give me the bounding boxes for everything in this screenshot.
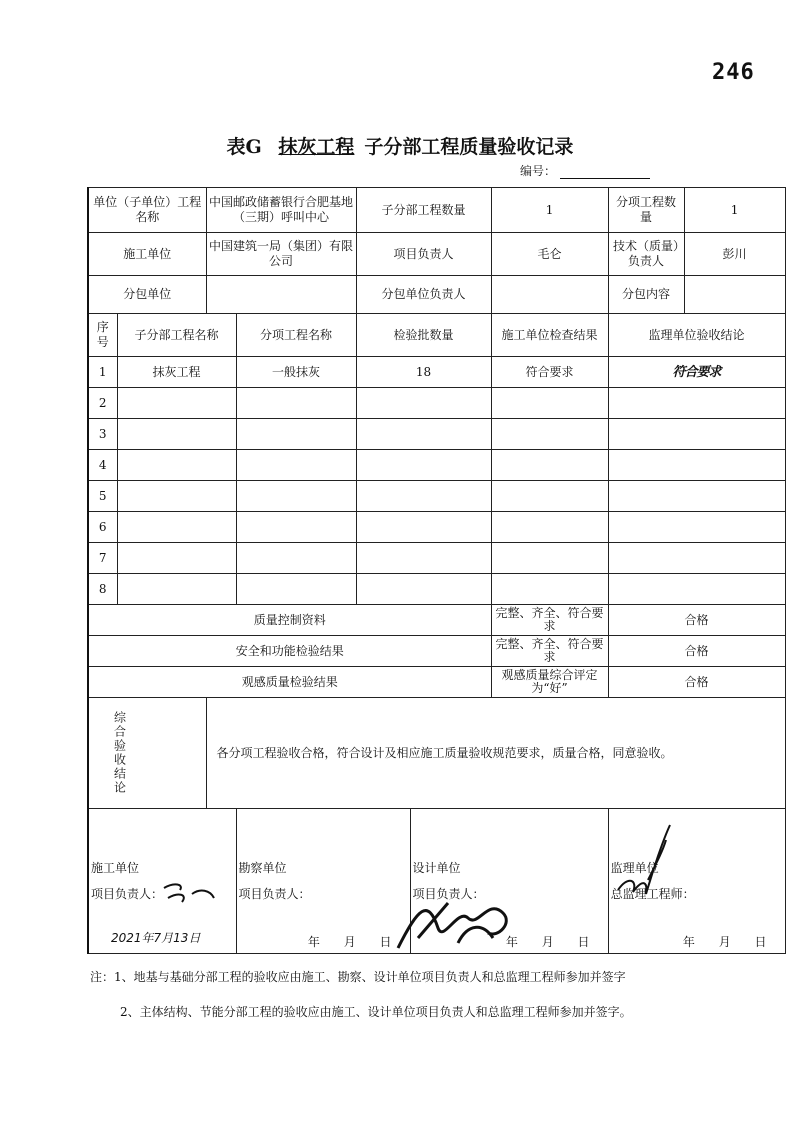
row-item xyxy=(236,419,356,450)
row-supervisor-conclusion xyxy=(608,481,785,512)
row-item xyxy=(236,574,356,605)
col-header-batch-qty: 检验批数量 xyxy=(356,314,491,357)
col-header-no: 序号 xyxy=(88,314,117,357)
row-constructor-result xyxy=(491,543,608,574)
row-constructor-result xyxy=(491,450,608,481)
row-batch-qty xyxy=(356,574,491,605)
row-batch-qty xyxy=(356,419,491,450)
summary-label: 质量控制资料 xyxy=(88,605,491,636)
row-constructor-result: 符合要求 xyxy=(491,357,608,388)
row-no: 2 xyxy=(88,388,117,419)
row-subdivision xyxy=(117,388,236,419)
subcontractor-label: 分包单位 xyxy=(88,276,206,314)
col-header-subdivision: 子分部工程名称 xyxy=(117,314,236,357)
col-header-constructor-result: 施工单位检查结果 xyxy=(491,314,608,357)
note-2: 2、主体结构、节能分部工程的验收应由施工、设计单位项目负责人和总监理工程师参加并签字。 xyxy=(120,1005,632,1019)
row-supervisor-conclusion xyxy=(608,574,785,605)
row-batch-qty: 18 xyxy=(356,357,491,388)
row-supervisor-conclusion xyxy=(608,543,785,574)
row-batch-qty xyxy=(356,388,491,419)
item-qty-label: 分项工程数量 xyxy=(608,188,684,233)
title-suffix: 子分部工程质量验收记录 xyxy=(364,136,574,158)
row-no: 7 xyxy=(88,543,117,574)
item-qty-value: 1 xyxy=(684,188,785,233)
signature-role: 项目负责人： xyxy=(412,887,485,901)
row-constructor-result xyxy=(491,388,608,419)
page-number: 246 xyxy=(712,60,755,85)
row-no: 3 xyxy=(88,419,117,450)
subcontractor-pm-value xyxy=(491,276,608,314)
project-manager-value: 毛仑 xyxy=(491,233,608,276)
table-row xyxy=(88,450,785,481)
row-batch-qty xyxy=(356,512,491,543)
signature-role: 项目负责人： xyxy=(238,887,311,901)
col-header-item: 分项工程名称 xyxy=(236,314,356,357)
row-subdivision xyxy=(117,512,236,543)
row-no: 6 xyxy=(88,512,117,543)
title-project-name: 抹灰工程 xyxy=(278,136,355,158)
row-no: 1 xyxy=(88,357,117,388)
summary-check: 观感质量综合评定为“好” xyxy=(491,667,608,698)
row-supervisor-conclusion xyxy=(608,512,785,543)
subdivision-qty-label: 子分部工程数量 xyxy=(356,188,491,233)
row-no: 8 xyxy=(88,574,117,605)
signature-unit: 监理单位 xyxy=(610,861,659,875)
signature-date-handwritten: 2021年7月13日 xyxy=(111,931,201,945)
signature-survey xyxy=(236,809,410,954)
design-signature-mark xyxy=(388,888,528,958)
signature-unit: 施工单位 xyxy=(91,861,140,875)
summary-label: 安全和功能检验结果 xyxy=(88,636,491,667)
row-batch-qty xyxy=(356,481,491,512)
constructor-label: 施工单位 xyxy=(88,233,206,276)
table-row xyxy=(88,357,785,388)
row-batch-qty xyxy=(356,450,491,481)
row-constructor-result xyxy=(491,512,608,543)
handwritten-conclusion: 符合要求 xyxy=(672,364,721,380)
subcontractor-value xyxy=(206,276,356,314)
row-supervisor-conclusion xyxy=(608,357,785,388)
page-title xyxy=(0,132,800,159)
unit-name-value: 中国邮政储蓄银行合肥基地（三期）呼叫中心 xyxy=(206,188,356,233)
project-manager-label: 项目负责人 xyxy=(356,233,491,276)
summary-result: 合格 xyxy=(608,667,785,698)
row-item xyxy=(236,388,356,419)
row-no: 5 xyxy=(88,481,117,512)
row-subdivision xyxy=(117,419,236,450)
table-row xyxy=(88,574,785,605)
subcontractor-pm-label: 分包单位负责人 xyxy=(356,276,491,314)
row-supervisor-conclusion xyxy=(608,419,785,450)
row-subdivision xyxy=(117,574,236,605)
row-item xyxy=(236,481,356,512)
table-row xyxy=(88,512,785,543)
supervisor-signature-mark xyxy=(608,820,678,910)
summary-result: 合格 xyxy=(608,636,785,667)
constructor-signature-mark xyxy=(160,878,220,908)
tech-manager-label: 技术（质量）负责人 xyxy=(608,233,684,276)
subdivision-qty-value: 1 xyxy=(491,188,608,233)
row-constructor-result xyxy=(491,481,608,512)
row-supervisor-conclusion xyxy=(608,450,785,481)
title-prefix: 表G xyxy=(226,136,262,158)
summary-row xyxy=(88,667,785,698)
row-no: 4 xyxy=(88,450,117,481)
signature-unit: 勘察单位 xyxy=(238,861,287,875)
row-subdivision xyxy=(117,481,236,512)
tech-manager-value: 彭川 xyxy=(684,233,785,276)
row-constructor-result xyxy=(491,419,608,450)
signature-date: 年 月 日 xyxy=(307,935,402,949)
unit-name-label: 单位（子单位）工程名称 xyxy=(88,188,206,233)
subcontract-content-label: 分包内容 xyxy=(608,276,684,314)
signature-unit: 设计单位 xyxy=(412,861,461,875)
serial-label: 编号： xyxy=(520,164,557,178)
conclusion-label: 综合验收结论 xyxy=(112,711,127,795)
serial-line xyxy=(560,166,650,179)
signature-date: 年 月 日 xyxy=(505,935,600,949)
col-header-supervisor-conclusion: 监理单位验收结论 xyxy=(608,314,785,357)
acceptance-table xyxy=(87,187,786,954)
signature-role: 项目负责人： xyxy=(91,887,164,901)
conclusion-text: 各分项工程验收合格，符合设计及相应施工质量验收规范要求，质量合格，同意验收。 xyxy=(206,698,785,809)
summary-check: 完整、齐全、符合要求 xyxy=(491,605,608,636)
table-row xyxy=(88,543,785,574)
signature-role: 总监理工程师： xyxy=(610,887,695,901)
constructor-value: 中国建筑一局（集团）有限公司 xyxy=(206,233,356,276)
summary-label: 观感质量检验结果 xyxy=(88,667,491,698)
row-subdivision xyxy=(117,450,236,481)
subcontract-content-value xyxy=(684,276,785,314)
row-supervisor-conclusion xyxy=(608,388,785,419)
note-1: 注：1、地基与基础分部工程的验收应由施工、勘察、设计单位项目负责人和总监理工程师参加并签字 xyxy=(90,970,626,984)
table-row xyxy=(88,481,785,512)
summary-row xyxy=(88,636,785,667)
serial-number xyxy=(520,162,650,179)
row-batch-qty xyxy=(356,543,491,574)
signature-date: 年 月 日 xyxy=(682,935,777,949)
row-constructor-result xyxy=(491,574,608,605)
row-item xyxy=(236,450,356,481)
summary-check: 完整、齐全、符合要求 xyxy=(491,636,608,667)
row-item xyxy=(236,512,356,543)
table-row xyxy=(88,419,785,450)
row-subdivision xyxy=(117,543,236,574)
conclusion-label-cell xyxy=(88,698,206,809)
row-item xyxy=(236,543,356,574)
summary-result: 合格 xyxy=(608,605,785,636)
summary-row xyxy=(88,605,785,636)
row-item: 一般抹灰 xyxy=(236,357,356,388)
row-subdivision: 抹灰工程 xyxy=(117,357,236,388)
table-row xyxy=(88,388,785,419)
